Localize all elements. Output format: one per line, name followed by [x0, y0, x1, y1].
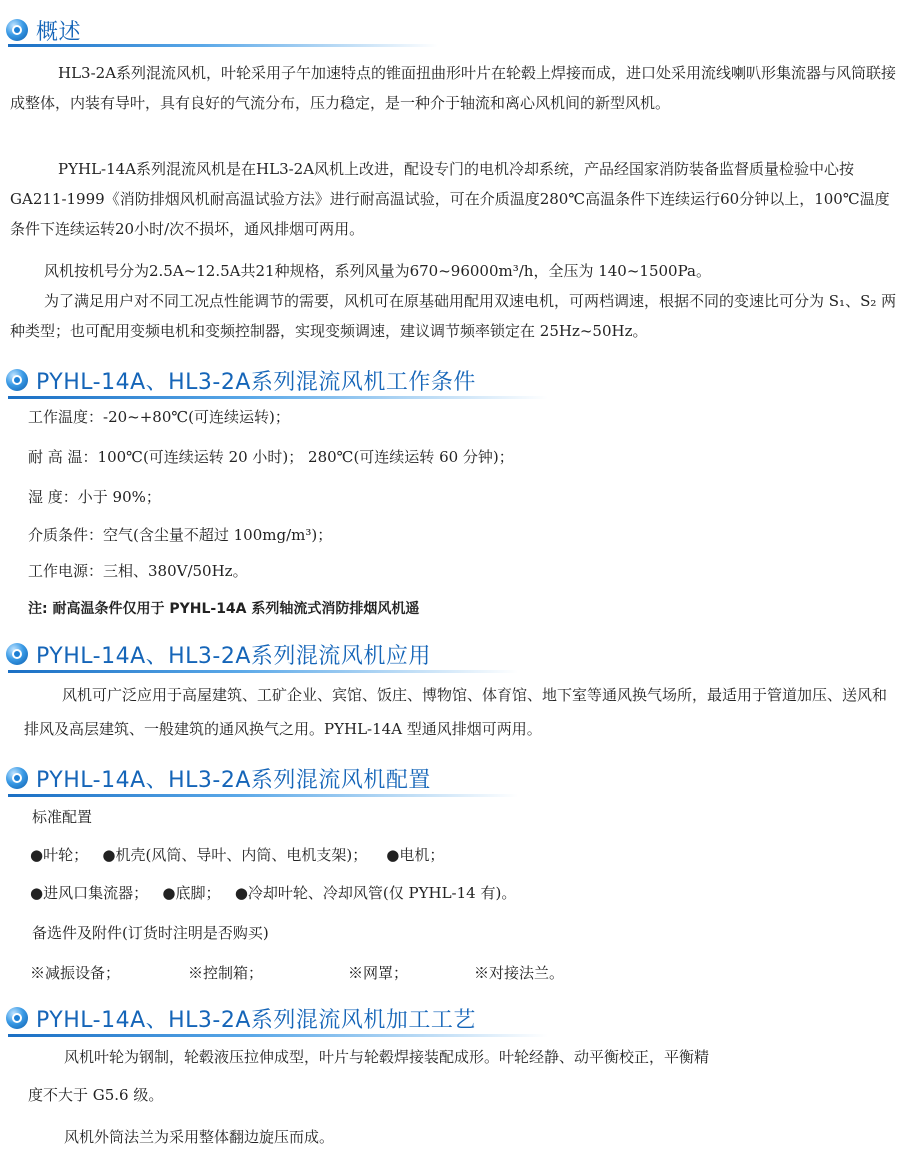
overview-paragraph-4: 为了满足用户对不同工况点性能调节的需要，风机可在原基础用配用双速电机，可两档调速，根据不同的变速比可分为 S₁、S₂ 两种类型；也可配用变频电机和变频控制器，实现变频调速，建议调节频率锁定在 25Hz~50Hz。: [10, 292, 897, 340]
optional-item: ※对接法兰。: [474, 964, 565, 982]
config-item: ●电机；: [386, 846, 445, 864]
section-title: PYHL-14A、HL3-2A系列混流风机工作条件: [36, 369, 476, 395]
condition-line: 介质条件：空气(含尘量不超过 100mg/m³)；: [28, 526, 333, 544]
section-divider: [8, 396, 548, 399]
standard-config-row: [30, 844, 444, 865]
optional-item: ※减振设备；: [30, 964, 121, 982]
section-bullet-icon: [6, 643, 28, 665]
optional-item: ※控制箱；: [188, 964, 264, 982]
section-bullet-icon: [6, 369, 28, 391]
condition-note: 注: 耐高温条件仅用于 PYHL-14A 系列轴流式消防排烟风机遥: [28, 601, 420, 617]
process-line: 风机叶轮为钢制，轮毂液压拉伸成型，叶片与轮毂焊接装配成形。叶轮经静、动平衡校正，平衡精: [64, 1048, 710, 1066]
section-divider: [8, 670, 518, 673]
section-title: PYHL-14A、HL3-2A系列混流风机加工工艺: [36, 1007, 476, 1033]
section-title: PYHL-14A、HL3-2A系列混流风机应用: [36, 643, 431, 669]
section-divider: [8, 44, 438, 47]
section-bullet-icon: [6, 19, 28, 41]
application-paragraph: 风机可广泛应用于高屋建筑、工矿企业、宾馆、饭庄、博物馆、体育馆、地下室等通风换气场所，最适用于管道加压、送风和排风及高层建筑、一般建筑的通风换气之用。PYHL-14A 型通风排烟可两用。: [24, 686, 888, 738]
standard-config-label: 标准配置: [32, 808, 93, 826]
process-line: 度不大于 G5.6 级。: [28, 1086, 164, 1104]
section-bullet-icon: [6, 767, 28, 789]
config-item: ●进风口集流器；: [30, 884, 149, 902]
section-heading-configuration: [6, 760, 431, 796]
config-item: ●叶轮；: [30, 846, 89, 864]
optional-item: ※网罩；: [348, 964, 409, 982]
config-item: ●冷却叶轮、冷却风管(仅 PYHL-14 有)。: [234, 884, 517, 902]
condition-line: 工作电源：三相、380V/50Hz。: [28, 562, 248, 580]
section-heading-process: [6, 1000, 476, 1036]
section-heading-application: [6, 636, 431, 672]
overview-paragraph-1: HL3-2A系列混流风机，叶轮采用子午加速特点的锥面扭曲形叶片在轮毂上焊接而成，进口处采用流线喇叭形集流器与风筒联接成整体，内装有导叶，具有良好的气流分布，压力稳定，是一种介于轴流和离心风机间的新型风机。: [10, 64, 897, 112]
section-divider: [8, 1034, 548, 1037]
config-item: ●机壳(风筒、导叶、内筒、电机支架)；: [102, 846, 368, 864]
overview-paragraph-3: 风机按机号分为2.5A~12.5A共21种规格，系列风量为670~96000m³/h，全压为 140~1500Pa。: [44, 262, 711, 280]
section-bullet-icon: [6, 1007, 28, 1029]
standard-config-row: [30, 882, 516, 903]
condition-line: 耐 高 温：100℃(可连续运转 20 小时)； 280℃(可连续运转 60 分钟)；: [28, 448, 514, 466]
section-divider: [8, 794, 518, 797]
section-heading-conditions: [6, 362, 476, 398]
condition-line: 湿 度：小于 90%；: [28, 488, 161, 506]
condition-line: 工作温度：-20~+80℃(可连续运转)；: [28, 408, 290, 426]
config-item: ●底脚；: [162, 884, 221, 902]
section-heading-overview: [6, 12, 81, 48]
section-title: 概述: [36, 19, 82, 45]
optional-config-label: 备选件及附件(订货时注明是否购买): [32, 924, 269, 942]
process-line: 风机外筒法兰为采用整体翻边旋压而成。: [64, 1128, 335, 1146]
section-title: PYHL-14A、HL3-2A系列混流风机配置: [36, 767, 431, 793]
overview-paragraph-2: PYHL-14A系列混流风机是在HL3-2A风机上改进，配设专门的电机冷却系统，产品经国家消防装备监督质量检验中心按GA211-1999《消防排烟风机耐高温试验方法》进行耐高温试验，可在介质温度280℃高温条件下连续运行60分钟以上，100℃温度条件下连续运转20小时/次不损坏，通风排烟可两用。: [10, 160, 890, 238]
